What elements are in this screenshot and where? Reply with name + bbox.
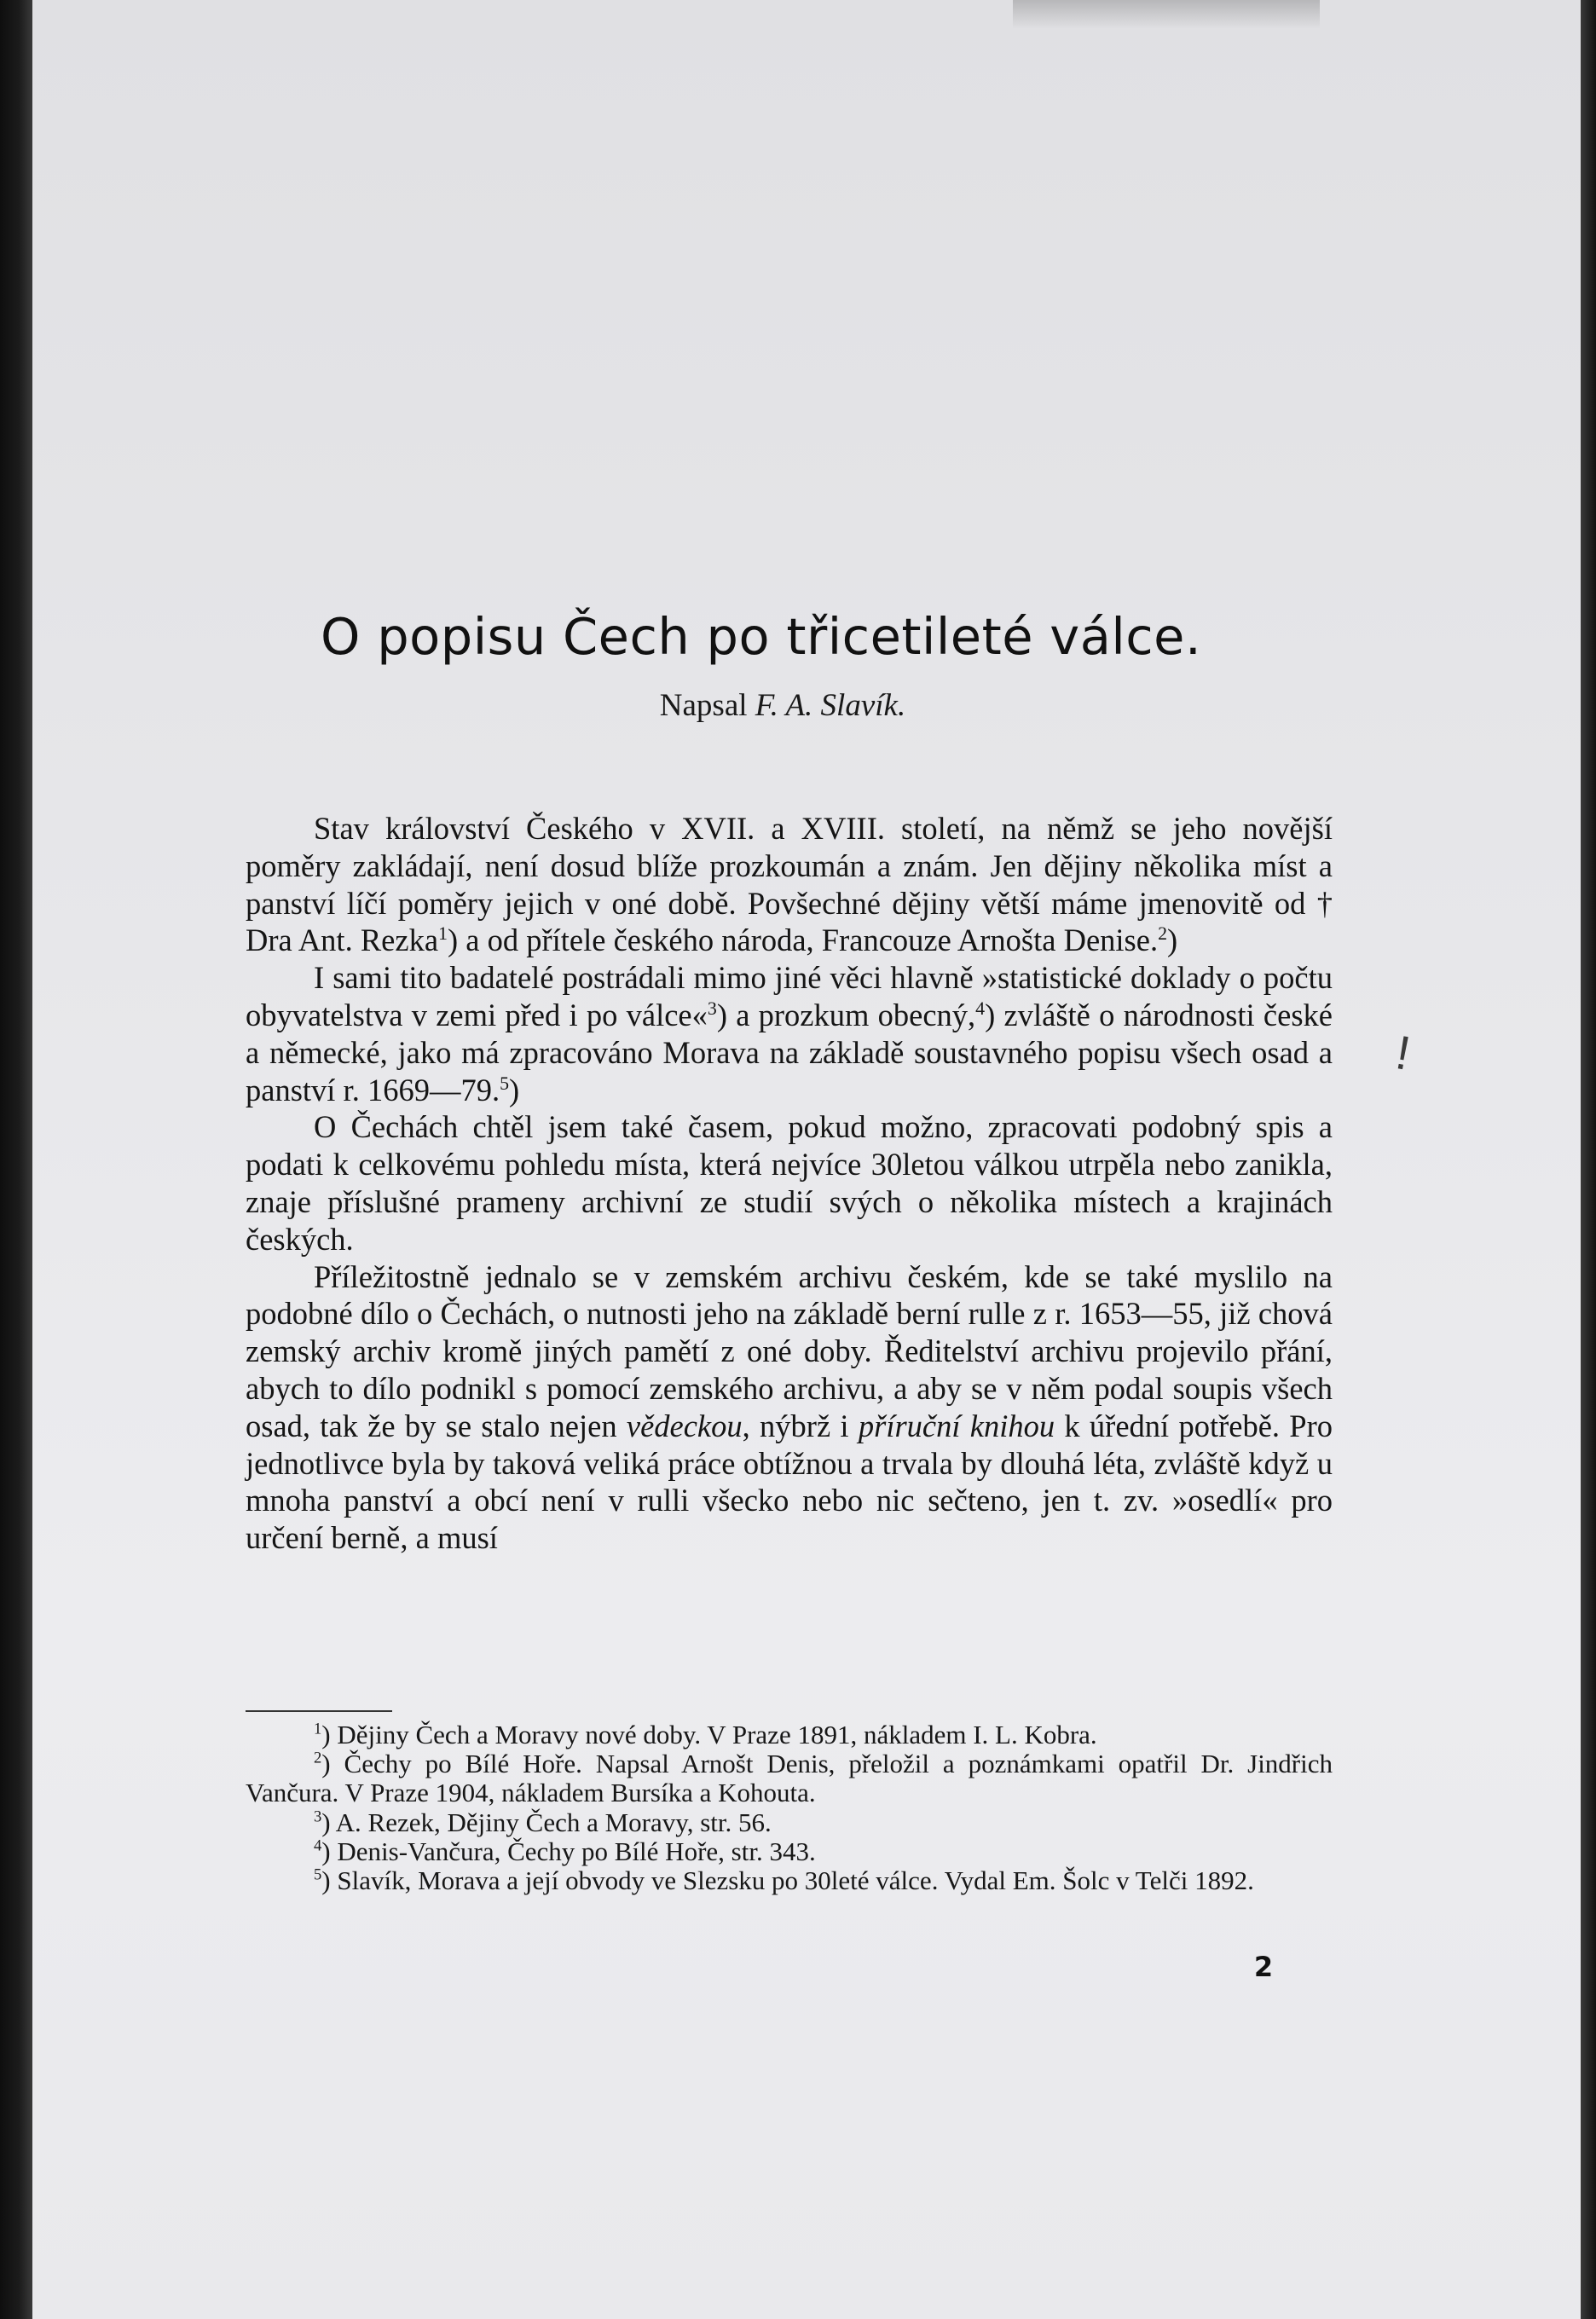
- paragraph-1-text-cont: ) a od přítele českého národa, Francouze Arnošta Denise.: [447, 922, 1159, 958]
- footnote-marker: 5: [314, 1865, 322, 1884]
- footnote-marker: 2: [314, 1749, 322, 1767]
- page-title: O popisu Čech po třicetileté válce.: [321, 607, 1202, 666]
- footnote-marker: 1: [314, 1720, 322, 1738]
- author-name: F. A. Slavík.: [755, 688, 906, 723]
- margin-exclamation-mark: !: [1391, 1025, 1414, 1080]
- paragraph-2: [246, 959, 1333, 1108]
- paragraph-1-text-end: ): [1167, 922, 1178, 958]
- footnote-text: A. Rezek, Dějiny Čech a Moravy, str. 56.: [335, 1807, 772, 1837]
- byline: [32, 687, 1533, 724]
- scan-smudge: [1013, 0, 1320, 29]
- footnotes: [246, 1720, 1333, 1895]
- footnote-1: $^1$) Dějiny Čech a Moravy nové doby. V Praze 1891, nákladem I. L. Kobra.: [314, 1720, 1097, 1749]
- scan-left-edge: [0, 0, 32, 2319]
- footnote-text: Slavík, Morava a její obvody ve Slezsku po 30leté válce. Vydal Em. Šolc v Telči 1892.: [337, 1865, 1254, 1896]
- footnote-3: $^3$) A. Rezek, Dějiny Čech a Moravy, str. 56.: [314, 1807, 772, 1837]
- footnote-2: $^2$) Čechy po Bílé Hoře. Napsal Arnošt Denis, přeložil a poznámkami opatřil Dr. Jindřich Vančura. V Praze 1904, nákladem Bursíka a Kohouta.: [246, 1749, 1333, 1808]
- emphasis-prirucni-knihou: příruční knihou: [858, 1408, 1055, 1443]
- footnote-marker: 4: [314, 1836, 322, 1855]
- footnote-ref-2: 2: [1158, 922, 1168, 945]
- page-number: 2: [1253, 1951, 1274, 1983]
- footnote-ref-1: 1: [438, 922, 448, 945]
- byline-prefix: Napsal: [659, 688, 748, 723]
- footnote-marker: 3: [314, 1807, 322, 1826]
- paragraph-4: [246, 1258, 1333, 1557]
- document-page: [32, 0, 1581, 2319]
- paragraph-3: O Čechách chtěl jsem také časem, pokud možno, zpracovati podobný spis a podati k celkovému pohledu místa, která nejvíce 30letou válkou utrpěla nebo zanikla, znaje příslušné prameny archivní ze studií svých o několika místech a krajinách českých.: [246, 1109, 1333, 1257]
- scan-right-edge: [1581, 0, 1596, 2319]
- footnote-text: Čechy po Bílé Hoře. Napsal Arnošt Denis, přeložil a poznámkami opatřil Dr. Jindřich Vančura. V Praze 1904, nákladem Bursíka a Kohouta.: [246, 1749, 1333, 1808]
- footnote-text: Dějiny Čech a Moravy nové doby. V Praze 1891, nákladem I. L. Kobra.: [337, 1720, 1097, 1749]
- footnote-5: $^5$) Slavík, Morava a její obvody ve Slezsku po 30leté válce. Vydal Em. Šolc v Telči 1892.: [314, 1865, 1254, 1896]
- paragraph-4-text: Příležitostně jednalo se v zemském archivu českém, kde se také myslilo na podobné dílo o Čechách, o nutnosti jeho na základě berní rulle z r. 1653—55, již chová zemský archiv kromě jiných pamětí z oné doby. Ředitelství archivu projevilo přání, abych to dílo podnikl s pomocí zemského archivu, a aby se v něm podal soupis všech osad, tak že by se stalo nejen: [246, 1258, 1333, 1443]
- footnote-ref-5: 5: [500, 1072, 510, 1094]
- paragraph-1-text: Stav království Českého v XVII. a XVIII. století, na němž se jeho novější poměry zakládají, není dosud blíže prozkoumán a znám. Jen dějiny několika míst a panství líčí poměry jejich v oné době. Povšechné dějiny větší máme jmenovitě od † Dra Ant. Rezka: [246, 811, 1333, 958]
- footnote-divider: [246, 1710, 392, 1712]
- footnote-ref-4: 4: [975, 997, 986, 1019]
- paragraph-2-text-a: ) a prozkum obecný,: [716, 997, 976, 1032]
- emphasis-vedeckou: vědeckou: [626, 1408, 743, 1443]
- paragraph-2-text-end: ): [509, 1072, 520, 1107]
- paragraph-4-text-mid: , nýbrž i: [742, 1408, 849, 1443]
- paragraph-4-text-end: k úřední potřebě. Pro jednotlivce byla by taková veliká práce obtížnou a trvala by dlouhá léta, zvláště když u mnoha panství a obcí není v rulli všecko nebo nic sečteno, jen t. zv. »osedlí« pro určení berně, a musí: [246, 1408, 1333, 1556]
- paragraph-2-text: I sami tito badatelé postrádali mimo jiné věci hlavně »statistické doklady o počtu obyvatelstva v zemi před i po válce«: [246, 960, 1333, 1032]
- paragraph-2-text-b: ) zvláště o národnosti české a německé, jako má zpracováno Morava na základě soustavného popisu všech osad a panství r. 1669—79.: [246, 997, 1333, 1107]
- paragraph-1: [246, 810, 1333, 959]
- article-body: [246, 810, 1333, 1557]
- footnote-ref-3: 3: [707, 997, 717, 1019]
- footnote-text: Denis-Vančura, Čechy po Bílé Hoře, str. 343.: [337, 1836, 816, 1866]
- footnote-4: $^4$) Denis-Vančura, Čechy po Bílé Hoře, str. 343.: [314, 1836, 816, 1866]
